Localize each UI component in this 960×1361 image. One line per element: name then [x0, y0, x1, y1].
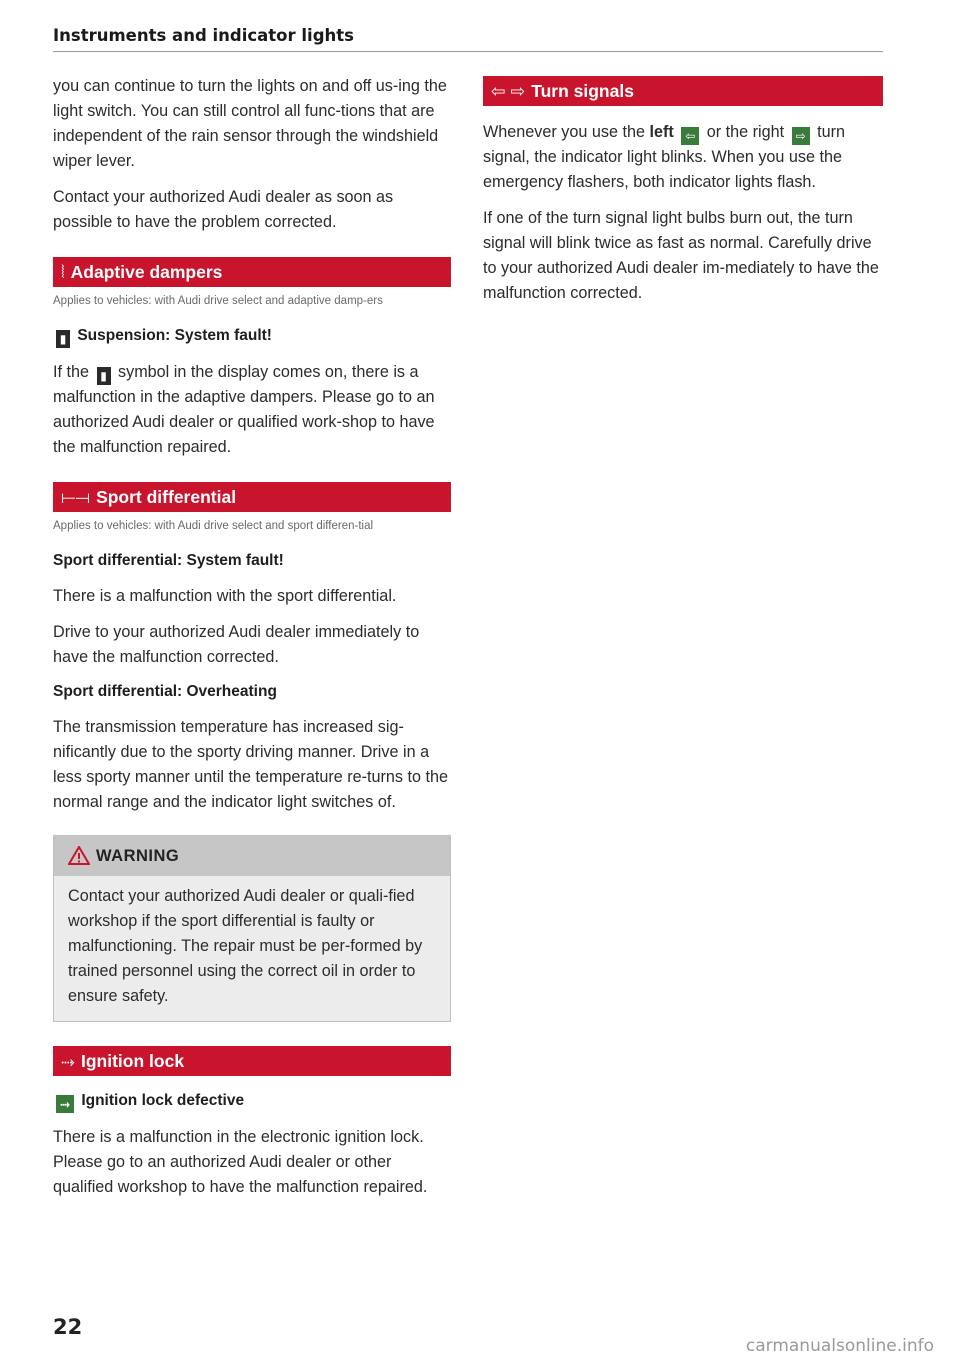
section-ignition-lock [53, 1046, 451, 1076]
turn-text-a: Whenever you use the [483, 123, 645, 141]
adaptive-text-before: If the [53, 363, 89, 381]
turn-arrows-icon: ⇦ ⇨ [491, 81, 526, 101]
applies-note: Applies to vehicles: with Audi drive select and adaptive damp-ers [53, 295, 383, 307]
left-column [53, 74, 451, 1211]
warning-triangle-icon [68, 846, 90, 865]
warning-title [54, 836, 450, 876]
watermark: carmanualsonline.info [745, 1336, 934, 1356]
warning-box [53, 835, 451, 1022]
section-title: Ignition lock [81, 1051, 185, 1071]
sport-paragraph-1: There is a malfunction with the sport differential. [53, 587, 397, 605]
suspension-heading [53, 325, 451, 348]
section-title: Turn signals [531, 81, 634, 101]
right-column [483, 74, 883, 317]
turn-text-c: turn signal, the indicator light blinks. When you use the emergency flashers, both indicator lights flash. [483, 123, 846, 191]
warning-text: Contact your authorized Audi dealer or quali-fied workshop if the sport differential is faulty or malfunctioning. The repair must be per-formed by trained personnel using the correct oil in order to ensure safety. [68, 887, 423, 1005]
sport-overheating-heading: Sport differential: Overheating [53, 683, 277, 700]
intro-paragraph-2: Contact your authorized Audi dealer as soon as possible to have the problem corrected. [53, 188, 394, 231]
key-icon: ⤑ [61, 1051, 75, 1071]
turn-text-left: left [649, 123, 674, 141]
damper-indicator-icon: ▮ [97, 367, 111, 385]
section-title: Sport differential [96, 487, 237, 507]
section-sport-differential [53, 482, 451, 512]
applies-note: Applies to vehicles: with Audi drive select and sport differen-tial [53, 520, 374, 532]
ignition-heading-text: Ignition lock defective [81, 1092, 245, 1109]
section-adaptive-dampers [53, 257, 451, 287]
right-arrow-indicator-icon: ⇨ [792, 127, 810, 145]
differential-icon: ⟝⟞ [61, 487, 91, 507]
damper-indicator-icon: ▮ [56, 330, 70, 348]
sport-paragraph-3: The transmission temperature has increased sig-nificantly due to the sporty driving manner. Drive in a less sporty manner until the temperature re-turns to the normal range and the indicator light switches of. [53, 718, 448, 811]
turn-paragraph-1 [483, 120, 883, 195]
ignition-paragraph: There is a malfunction in the electronic ignition lock. Please go to an authorized Audi dealer or other qualified workshop to have the malfunction repaired. [53, 1128, 428, 1196]
section-turn-signals [483, 76, 883, 106]
intro-paragraph-1: you can continue to turn the lights on and off us-ing the light switch. You can still control all func-tions that are independent of the rain sensor through the windshield wiper lever. [53, 77, 447, 170]
page-number: 22 [53, 1315, 83, 1339]
left-arrow-indicator-icon: ⇦ [681, 127, 699, 145]
sport-paragraph-2: Drive to your authorized Audi dealer immediately to have the malfunction corrected. [53, 623, 420, 666]
key-indicator-icon: ⤑ [56, 1095, 74, 1113]
section-title: Adaptive dampers [70, 262, 223, 282]
adaptive-text-after: symbol in the display comes on, there is a malfunction in the adaptive dampers. Please go to an authorized Audi dealer or qualified work-shop to have the malfunction repaired. [53, 363, 435, 456]
turn-paragraph-2: If one of the turn signal light bulbs burn out, the turn signal will blink twice as fast as normal. Carefully drive to your authorized Audi dealer im-mediately to have the malfunction corrected. [483, 209, 879, 302]
turn-text-b: or the right [706, 123, 785, 141]
suspension-heading-text: Suspension: System fault! [77, 327, 272, 344]
damper-icon: ⦚ [61, 262, 65, 282]
sport-fault-heading: Sport differential: System fault! [53, 552, 284, 569]
ignition-heading [53, 1090, 451, 1113]
adaptive-paragraph [53, 360, 451, 460]
warning-title-text: WARNING [96, 847, 180, 865]
page-header: Instruments and indicator lights [53, 26, 883, 52]
